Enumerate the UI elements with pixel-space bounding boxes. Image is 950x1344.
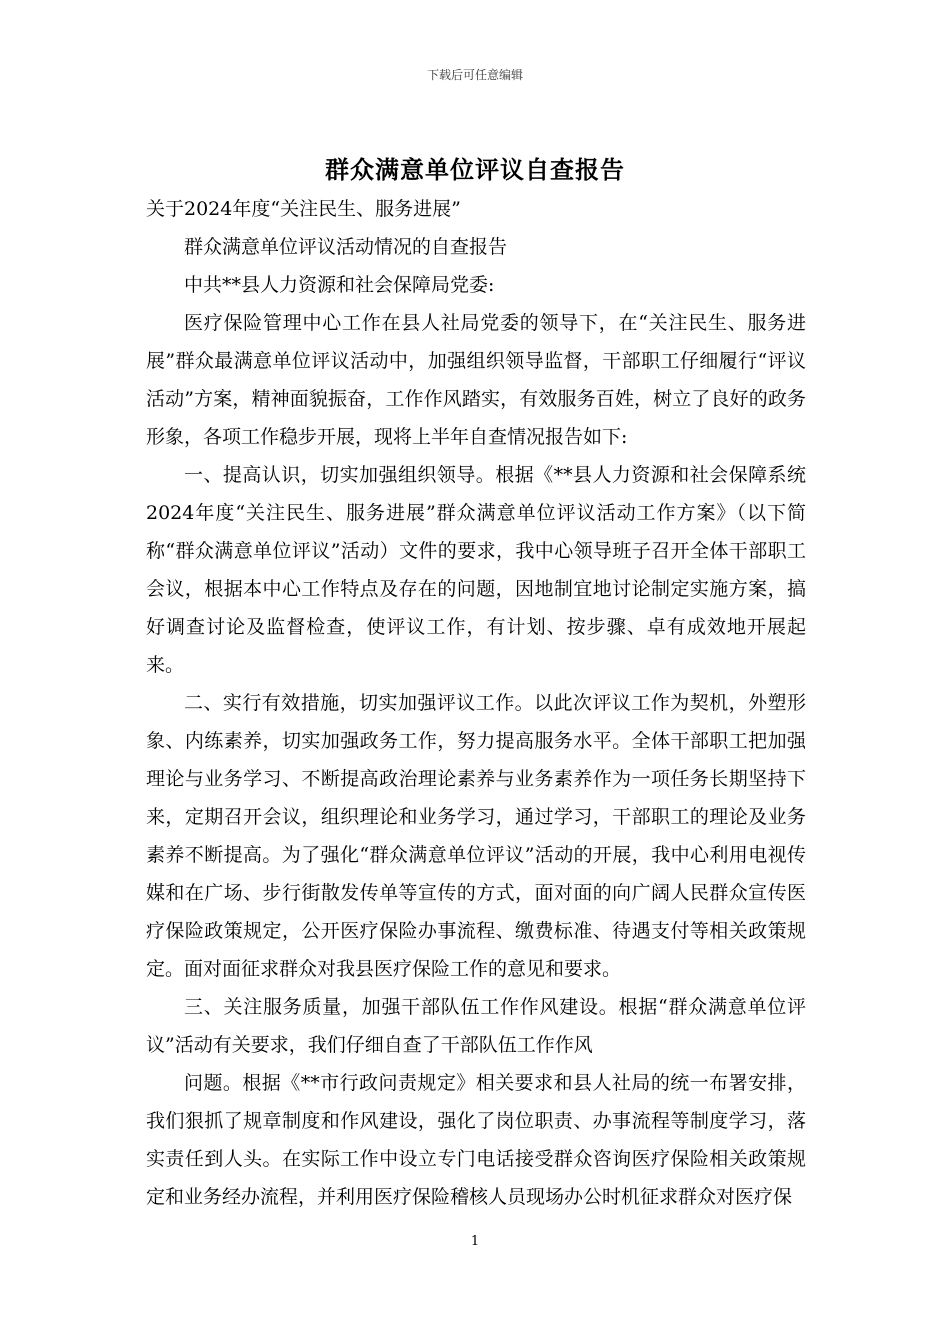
- subtitle-line-2: 群众满意单位评议活动情况的自查报告: [184, 236, 508, 258]
- document-body: [146, 190, 806, 1216]
- page-number: 1: [470, 1234, 480, 1249]
- document-title: 群众满意单位评议自查报告: [325, 155, 625, 184]
- paragraph-section-2: 二、实行有效措施，切实加强评议工作。以此次评议工作为契机，外塑形象、内练素养，切实加强政务工作，努力提高服务水平。全体干部职工把加强理论与业务学习、不断提高政治理论素养与业务素养作为一项任务长期坚持下来，定期召开会议，组织理论和业务学习，通过学习，干部职工的理论及业务素养不断提高。为了强化“群众满意单位评议”活动的开展，我中心利用电视传媒和在广场、步行街散发传单等宣传的方式，面对面的向广阔人民群众宣传医疗保险政策规定，公开医疗保险办事流程、缴费标准、待遇支付等相关政策规定。面对面征求群众对我县医疗保险工作的意见和要求。: [146, 692, 806, 980]
- paragraph-section-1: 一、提高认识，切实加强组织领导。根据《**县人力资源和社会保障系统2024年度“关注民生、服务进展”群众满意单位评议活动工作方案》（以下简称“群众满意单位评议”活动）文件的要求，我中心领导班子召开全体干部职工会议，根据本中心工作特点及存在的问题，因地制宜地讨论制定实施方案，搞好调查讨论及监督检查，使评议工作，有计划、按步骤、卓有成效地开展起来。: [146, 464, 806, 676]
- header-note: 下载后可任意编辑: [426, 68, 523, 82]
- salutation: 中共**县人力资源和社会保障局党委:: [184, 274, 495, 296]
- subtitle-line-1: 关于2024年度“关注民生、服务进展”: [146, 198, 461, 220]
- paragraph-intro: 医疗保险管理中心工作在县人社局党委的领导下，在“关注民生、服务进展”群众最满意单位评议活动中，加强组织领导监督，干部职工仔细履行“评议活动”方案，精神面貌振奋，工作作风踏实，有效服务百姓，树立了良好的政务形象，各项工作稳步开展，现将上半年自查情况报告如下:: [146, 312, 806, 448]
- paragraph-section-3-continued: 问题。根据《**市行政问责规定》相关要求和县人社局的统一布署安排，我们狠抓了规章制度和作风建设，强化了岗位职责、办事流程等制度学习，落实责任到人头。在实际工作中设立专门电话接受群众咨询医疗保险相关政策规定和业务经办流程，并利用医疗保险稽核人员现场办公时机征求群众对医疗保: [146, 1072, 806, 1208]
- paragraph-section-3: 三、关注服务质量，加强干部队伍工作作风建设。根据“群众满意单位评议”活动有关要求，我们仔细自查了干部队伍工作作风: [146, 996, 806, 1056]
